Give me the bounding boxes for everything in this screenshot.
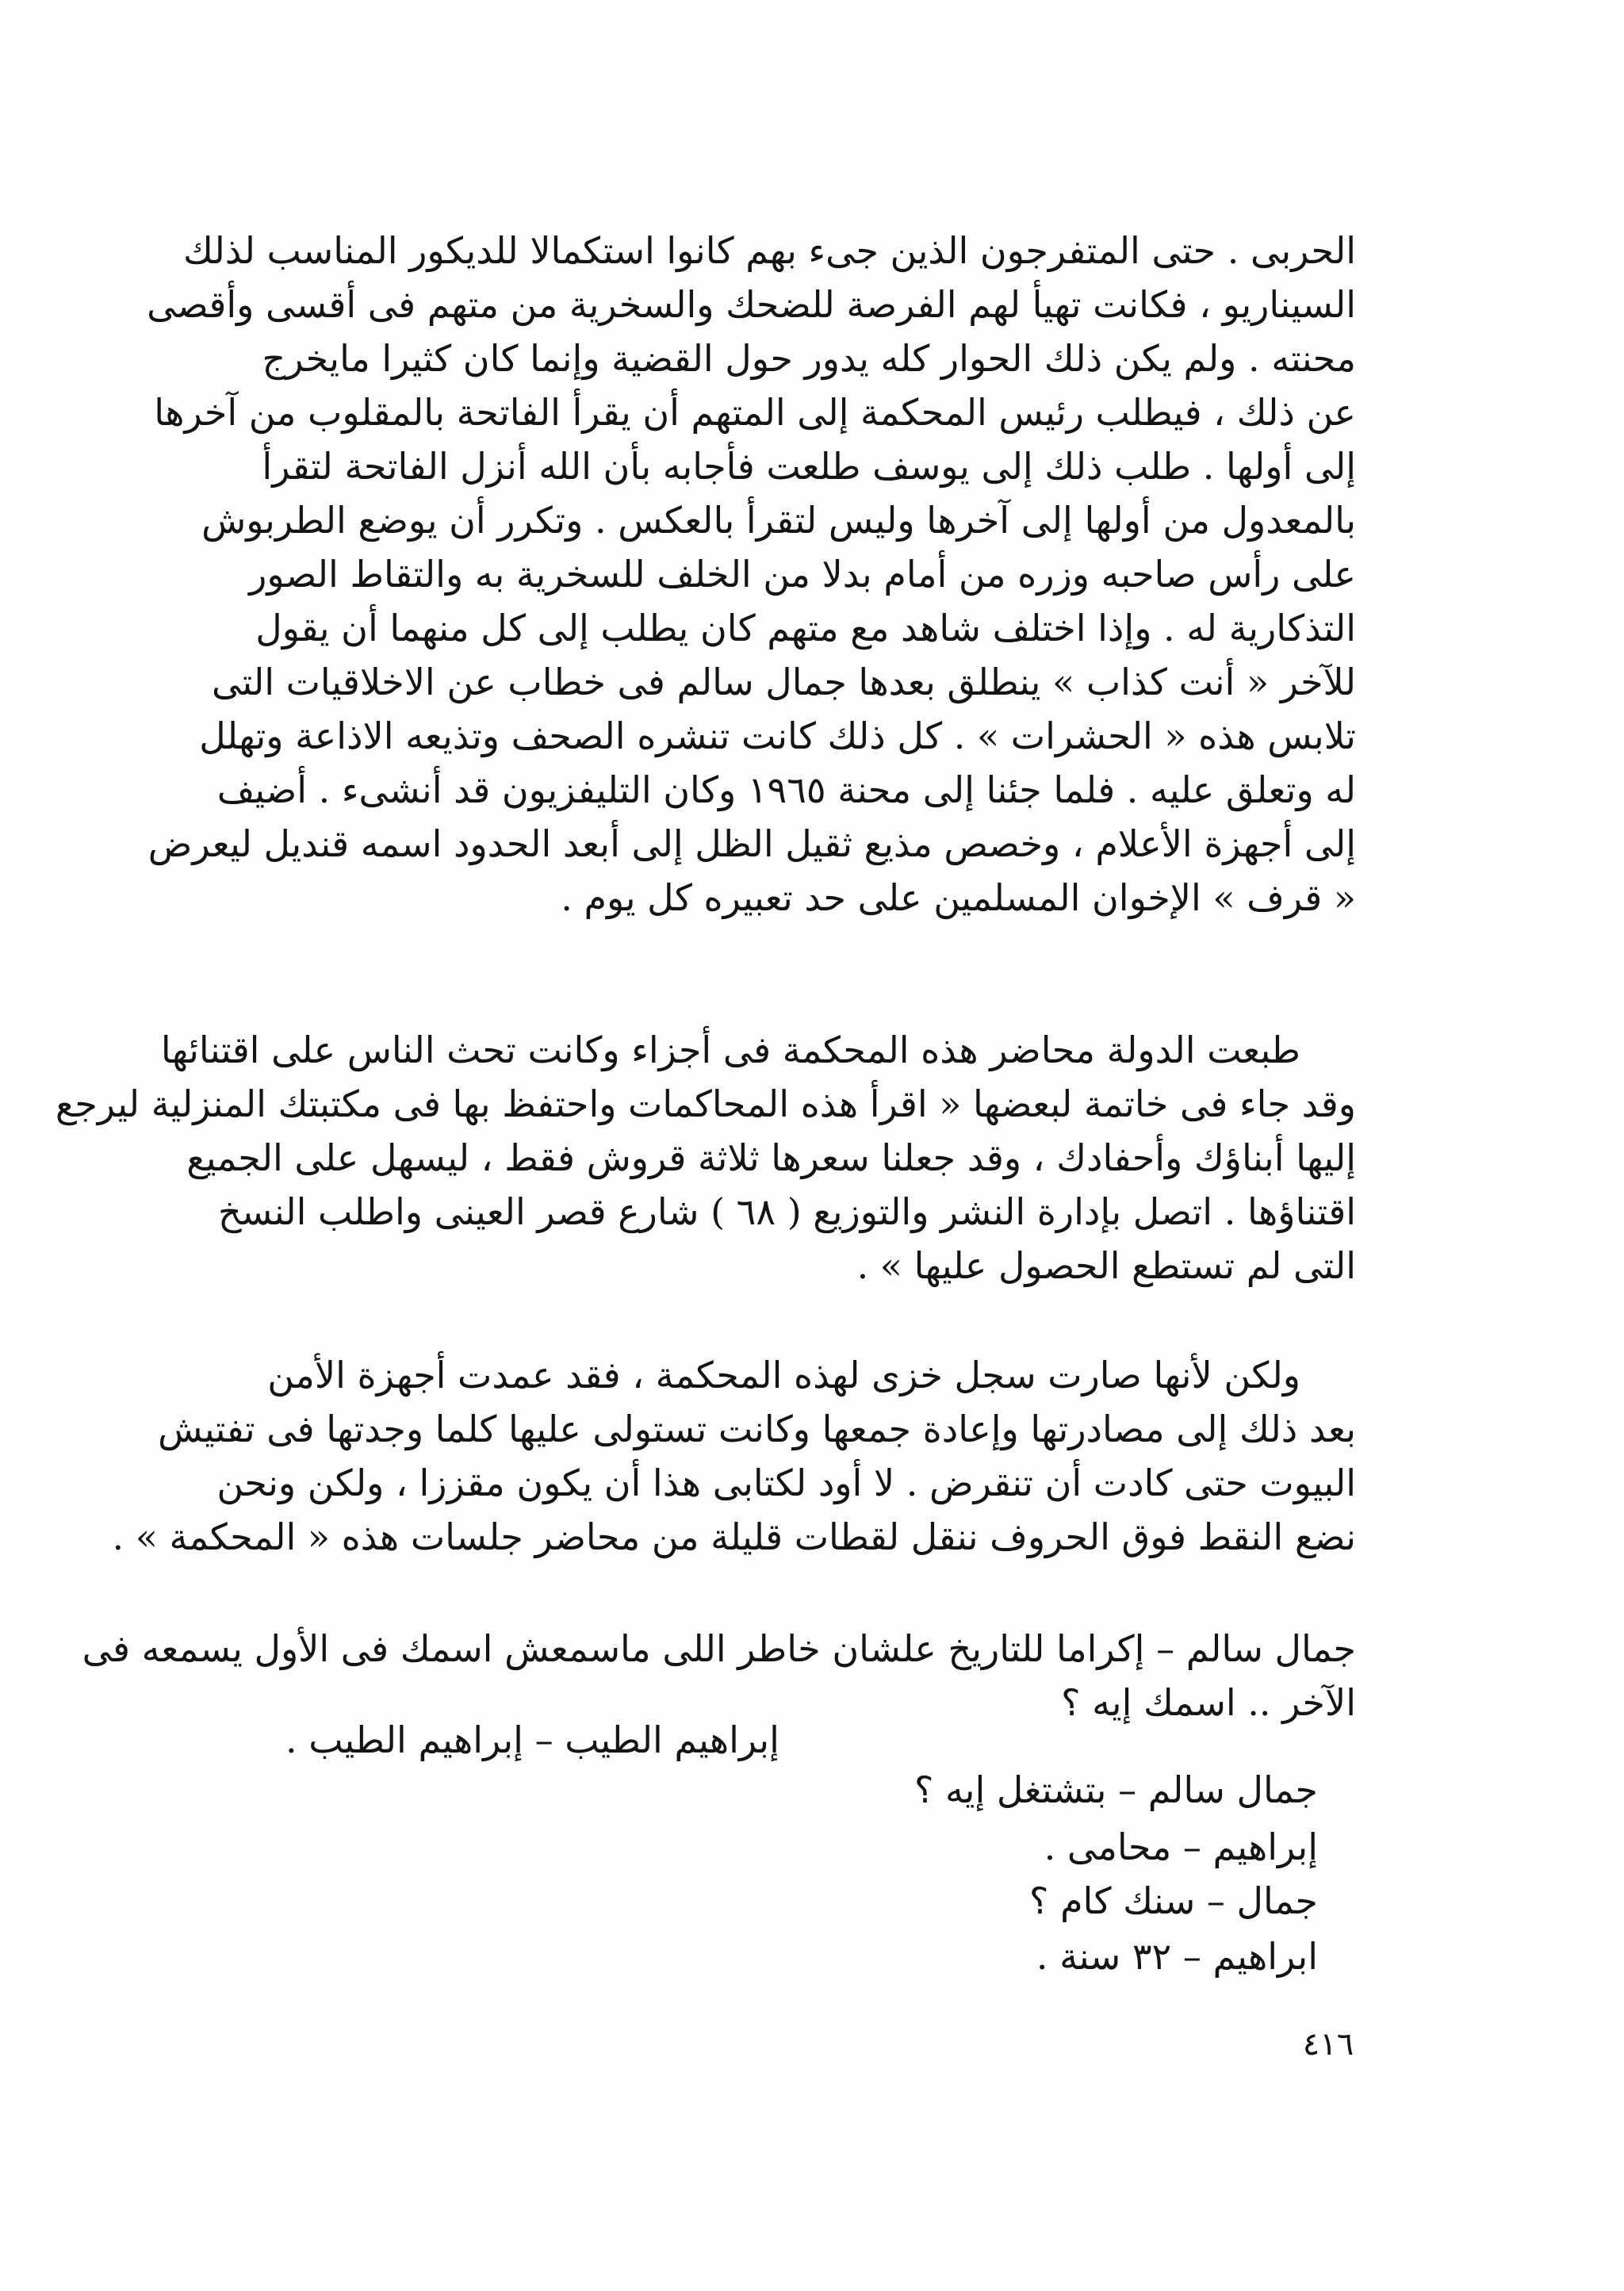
paragraph-line: التى لم تستطع الحصول عليها » . [856, 1244, 1356, 1287]
paragraph-line: للآخر « أنت كذاب » ينطلق بعدها جمال سالم فى خطاب عن الاخلاقيات التى [211, 661, 1356, 703]
paragraph-1 [147, 224, 1356, 925]
paragraph-line: إلى أجهزة الأعلام ، وخصص مذيع ثقيل الظل إلى أبعد الحدود اسمه قنديل ليعرض [147, 822, 1356, 865]
dialogue-reply: إبراهيم الطيب – إبراهيم الطيب . [285, 1718, 779, 1761]
paragraph-2 [55, 1023, 1356, 1293]
dialogue-line: إبراهيم – محامى . [1044, 1826, 1318, 1868]
dialogue-line: جمال سالم – إكراما للتاريخ علشان خاطر اللى ماسمعش اسمك فى الأول يسمعه فى [82, 1627, 1356, 1670]
dialogue-line: جمال سالم – بتشتغل إيه ؟ [914, 1768, 1318, 1811]
paragraph-3 [112, 1348, 1356, 1564]
paragraph-line: إليها أبناؤك وأحفادك ، وقد جعلنا سعرها ثلاثة قروش فقط ، ليسهل على الجميع [186, 1136, 1356, 1179]
paragraph-line: بعد ذلك إلى مصادرتها وإعادة جمعها وكانت تستولى عليها كلما وجدتها فى تفتيش [158, 1408, 1356, 1450]
trial-dialogue [82, 1622, 1356, 1986]
paragraph-line: نضع النقط فوق الحروف ننقل لقطات قليلة من محاضر جلسات هذه « المحكمة » . [112, 1515, 1356, 1558]
paragraph-line: السيناريو ، فكانت تهيأ لهم الفرصة للضحك والسخرية من متهم فى أقسى وأقصى [147, 283, 1356, 326]
paragraph-line: الحربى . حتى المتفرجون الذين جىء بهم كانوا استكمالا للديكور المناسب لذلك [182, 229, 1356, 272]
paragraph-line: تلابس هذه « الحشرات » . كل ذلك كانت تنشره الصحف وتذيعه الاذاعة وتهلل [199, 715, 1356, 757]
paragraph-line: التذكارية له . وإذا اختلف شاهد مع متهم كان يطلب إلى كل منهما أن يقول [255, 607, 1356, 649]
paragraph-line: عن ذلك ، فيطلب رئيس المحكمة إلى المتهم أن يقرأ الفاتحة بالمقلوب من آخرها [154, 391, 1356, 434]
paragraph-line: له وتعلق عليه . فلما جئنا إلى محنة ١٩٦٥ وكان التليفزيون قد أنشىء . أضيف [216, 768, 1356, 811]
dialogue-line: جمال – سنك كام ؟ [1029, 1879, 1318, 1922]
paragraph-line: طبعت الدولة محاضر هذه المحكمة فى أجزاء وكانت تحث الناس على اقتنائها [160, 1029, 1300, 1071]
page-number: ٤١٦ [1302, 2026, 1354, 2063]
dialogue-line: ابراهيم – ٣٢ سنة . [1036, 1935, 1318, 1978]
paragraph-line: ولكن لأنها صارت سجل خزى لهذه المحكمة ، فقد عمدت أجهزة الأمن [267, 1354, 1300, 1396]
paragraph-line: على رأس صاحبه وزره من أمام بدلا من الخلف للسخرية به والتقاط الصور [249, 553, 1356, 596]
paragraph-line: بالمعدول من أولها إلى آخرها وليس لتقرأ بالعكس . وتكرر أن يوضع الطربوش [201, 499, 1356, 542]
paragraph-line: إلى أولها . طلب ذلك إلى يوسف طلعت فأجابه بأن الله أنزل الفاتحة لتقرأ [262, 445, 1356, 488]
paragraph-line: اقتناؤها . اتصل بإدارة النشر والتوزيع ( ٦٨ ) شارع قصر العينى واطلب النسخ [217, 1190, 1356, 1233]
dialogue-line: الآخر .. اسمك إيه ؟ [1061, 1681, 1356, 1724]
paragraph-line: محنته . ولم يكن ذلك الحوار كله يدور حول القضية وإنما كان كثيرا مايخرج [262, 337, 1356, 380]
paragraph-line: « قرف » الإخوان المسلمين على حد تعبيره كل يوم . [561, 876, 1356, 919]
paragraph-line: البيوت حتى كادت أن تنقرض . لا أود لكتابى هذا أن يكون مقززا ، ولكن ونحن [216, 1462, 1356, 1504]
paragraph-line: وقد جاء فى خاتمة لبعضها « اقرأ هذه المحاكمات واحتفظ بها فى مكتبتك المنزلية ليرجع [55, 1082, 1356, 1125]
